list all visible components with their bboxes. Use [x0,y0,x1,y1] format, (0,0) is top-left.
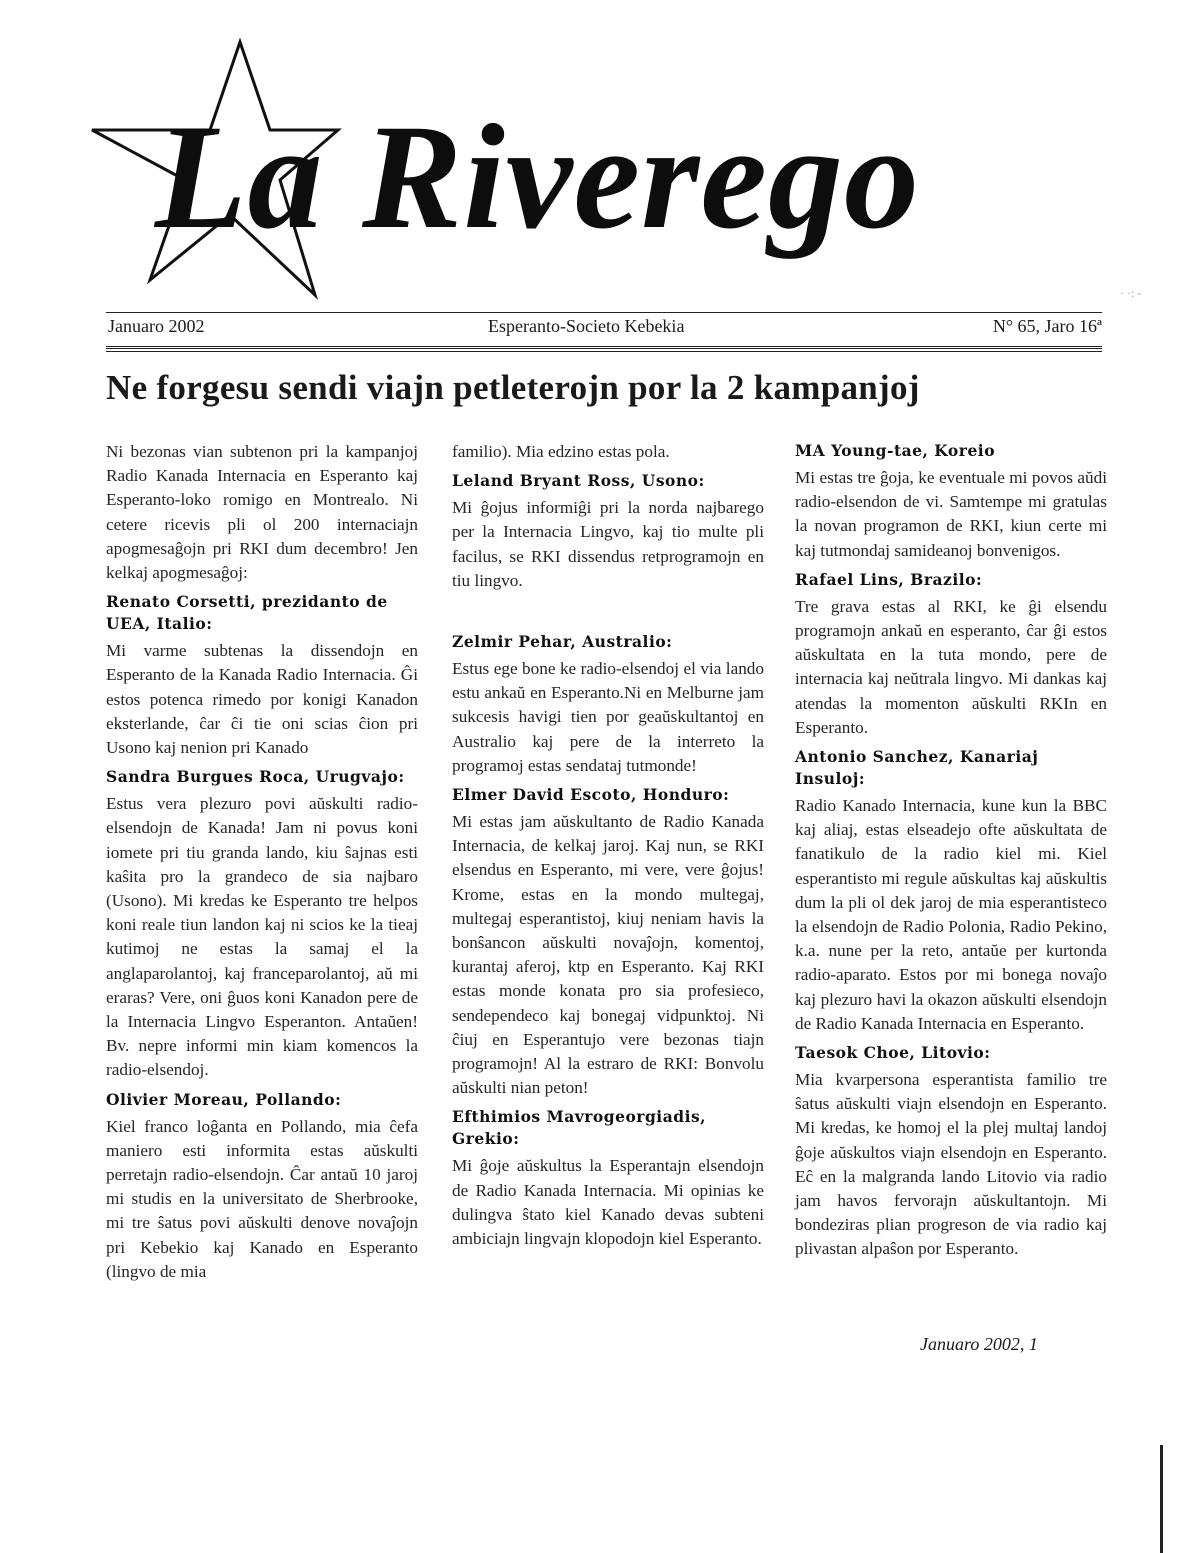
message-author: Olivier Moreau, Pollando: [106,1089,342,1109]
message-author: Zelmir Pehar, Australio: [452,632,673,652]
message-author: Antonio Sanchez, Kanariaj Insuloj: [795,747,1039,789]
newsletter-title: La Riverego [155,94,920,260]
continued-text: familio). Mia edzino estas pola. [452,442,670,461]
spacer [452,597,764,625]
message-author: Elmer David Escoto, Honduro: [452,785,730,805]
headline: Ne forgesu sendi viajn petleterojn por la 2 kampanjoj [106,368,920,407]
message-text: Kiel franco loĝanta en Pollando, mia ĉefa maniero esti informita estas aŭskulti perretajn radio-elsendojn. Ĉar antaŭ 10 jaroj mi studis en la universitato de Sherbrooke, mi tre ŝatus povi aŭskulti denove novaĵojn pri Kebekio kaj Kanado en Esperanto (lingvo de mia [106,1116,418,1281]
header-rule-top [106,312,1102,313]
issue-date: Januaro 2002 [108,316,205,336]
message-author: Leland Bryant Ross, Usono: [452,471,705,491]
message-author: Taesok Choe, Litovio: [795,1043,991,1063]
message-author: MA Young-tae, Koreio [795,441,996,460]
issue-number: N° 65, Jaro 16ª [992,316,1102,336]
message-text: Mi varme subtenas la dissendojn en Esperanto de la Kanada Radio Internacia. Ĝi estos potenca rimedo por konigi Kanadon eksterlande, ĉar ĉi tie oni scias ĉion pri Usono kaj nenion pri Kanado [106,641,418,758]
message-text: Mia kvarpersona esperantista familio tre ŝatus aŭskulti viajn elsendojn en Esperanto. Mi kredas, ke homoj el la plej multaj landoj ĝoje aŭskultos viajn elsendojn en Esperanto. Eĉ en la malgranda lando Litovio via radio jam havos fervorajn aŭskultantojn. Mi bondeziras plian progreson de via radio kaj plivastan alpaŝon por Esperanto. [795,1070,1107,1259]
scan-edge-mark [1160,1445,1163,1553]
info-bar [108,316,1102,342]
header-rule-bottom [106,346,1102,352]
society-name: Esperanto-Societo Kebekia [488,316,685,336]
message-text: Mi estas jam aŭskultanto de Radio Kanada Internacia, de kelkaj jaroj. Kaj nun, se RKI elsendus en Esperanto, mi vere, vere ĝojus! Krome, estas en la mondo multegaj, multegaj esperantistoj, kiuj neniam havis la bonŝancon aŭskulti novaĵojn, komentoj, kurantaj aferoj, ktp en Esperanto. Kaj RKI estas monde konata pro sia profesieco, sendependeco kaj bonegaj vidpunktoj. Ni ĉiuj en Esperantujo vere bezonas tiajn programojn! Al la estraro de RKI: Bonvolu aŭskulti nian peton! [452,812,764,1098]
message-text: Mi ĝoje aŭskultus la Esperantajn elsendojn de Radio Kanada Internacia. Mi opinias ke dulingva ŝtato kiel Kanado devas subteni ambiciajn lingvajn klopodojn kiel Esperanto. [452,1156,764,1249]
message-text: Mi ĝojus informiĝi pri la norda najbarego per la Internacia Lingvo, kaj tio multe pli facilus, se RKI dissendus retprogramojn en tiu lingvo. [452,498,764,590]
message-text: Mi estas tre ĝoja, ke eventuale mi povos aŭdi radio-elsendon de vi. Samtempe mi gratulas la novan programon de RKI, kiun certe mi kaj tutmondaj samideanoj bonvenigos. [795,468,1107,560]
message-author: Efthimios Mavrogeorgiadis, Grekio: [452,1107,707,1149]
column-3 [795,440,1107,1266]
page-footer: Januaro 2002, 1 [920,1334,1038,1354]
column-1 [106,440,418,1288]
masthead [80,30,1140,310]
message-text: Estus vera plezuro povi aŭskulti radio-elsendojn de Kanada! Jam ni povus koni iomete pri tiu granda lando, kiu ŝajnas esti kaŝita pro la grandeco de sia najbaro (Usono). Mi kredas ke Esperanto tre helpos koni reale tiun landon kaj ni scios ke la tieaj kutimoj ne estas la samaj el la anglaparolantoj, kaj franceparolantoj, aŭ mi eraras? Vere, oni ĝuos koni Kanadon pere de la Internacia Lingvo Esperanton. Antaŭen! Bv. nepre informi min kiam komencos la radio-elsendoj. [106,794,418,1080]
column-2 [452,440,764,1255]
message-text: Tre grava estas al RKI, ke ĝi elsendu programojn ankaŭ en esperanto, ĉar ĝi estos aŭskultata en la tuta mondo, pere de internacia kaj neŭtrala lingvo. Mi dankas kaj atendas la momenton aŭskulti RKIn en Esperanto. [795,596,1107,737]
intro-paragraph: Ni bezonas vian subtenon pri la kampanjoj Radio Kanada Internacia en Esperanto kaj Esperanto-loko romigo en Montrealo. Ni cetere ricevis pli ol 200 internaciajn apogmesaĝojn pri RKI dum decembro! Jen kelkaj apogmesaĝoj: [106,442,418,583]
message-author: Renato Corsetti, prezidanto de UEA, Italio: [106,592,388,634]
message-text: Radio Kanado Internacia, kune kun la BBC kaj aliaj, estas elseadejo ofte aŭskultata de fanatikulo de la radio kiel mi. Kiel esperantisto mi regule aŭskultas kaj aŭskultis dum la pli ol dek jaroj de mia esperantisteco la elsendojn de Radio Polonia, Radio Pekino, k.a. nune per la reto, antaŭe per kurtonda radio-aparato. Estos por mi bonega novaĵo kaj plezuro havi la okazon aŭskulti elsendojn de Radio Kanada Internacia en Esperanto. [795,796,1107,1033]
message-text: Estus ege bone ke radio-elsendoj el via lando estu ankaŭ en Esperanto.Ni en Melburne jam sukcesis havigi tien por geaŭskultantoj en Australio kaj pere de la interreto la programoj estas sendataj tutmonde! [452,659,764,775]
message-author: Sandra Burgues Roca, Urugvajo: [106,767,405,787]
scan-speck: · ·: - [1120,286,1142,300]
message-author: Rafael Lins, Brazilo: [795,569,983,589]
